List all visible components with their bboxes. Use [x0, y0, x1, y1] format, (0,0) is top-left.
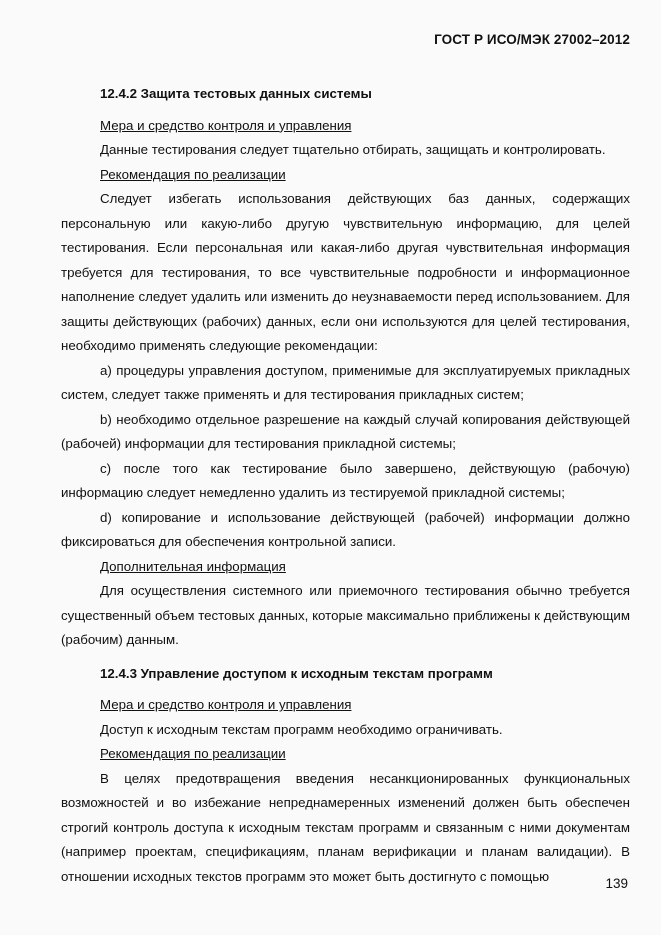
control-text: Доступ к исходным текстам программ необходимо ограничивать. — [100, 721, 503, 737]
section-heading: 12.4.2 Защита тестовых данных системы — [100, 86, 372, 101]
control-text: Данные тестирования следует тщательно отбирать, защищать и контролировать. — [100, 142, 606, 157]
additional-info-text: Для осуществления системного или приемочного тестирования обычно требуется существенный объем тестовых данных, которые максимально приближены к действующим (рабочим) данным. — [61, 583, 630, 647]
guidance-label: Рекомендация по реализации — [100, 746, 286, 761]
section-heading: 12.4.3 Управление доступом к исходным текстам программ — [100, 665, 493, 681]
list-item: b) необходимо отдельное разрешение на каждый случай копирования действующей (рабочей) информации для тестирования прикладной системы; — [61, 411, 630, 451]
control-label: Мера и средство контроля и управления — [100, 117, 352, 133]
control-label: Мера и средство контроля и управления — [100, 697, 352, 712]
page-number: 139 — [605, 876, 628, 891]
list-item: d) копирование и использование действующей (рабочей) информации должно фиксироваться для обеспечения контрольной записи. — [61, 509, 630, 549]
list-item: a) процедуры управления доступом, применимые для эксплуатируемых прикладных систем, следует также применять и для тестирования прикладных систем; — [61, 362, 630, 402]
list-item: c) после того как тестирование было завершено, действующую (рабочую) информацию следует немедленно удалить из тестируемой прикладной системы; — [61, 460, 630, 500]
guidance-text: В целях предотвращения введения несанкционированных функциональных возможностей и во избежание непреднамеренных изменений должен быть обеспечен строгий контроль доступа к исходным текстам программ и связанным с ними документам (например проектам, спецификациям, планам верификации и планам валидации). В отношении исходных текстов программ это может быть достигнуто с помощью — [61, 770, 630, 884]
page-body — [61, 82, 630, 889]
guidance-text: Следует избегать использования действующих баз данных, содержащих персональную или какую-либо другую чувствительную информацию, для целей тестирования. Если персональная или какая-либо другая чувствительная информация требуется для тестирования, то все чувствительные подробности и информационное наполнение следует удалить или изменить до неузнаваемости перед использованием. Для защиты действующих (рабочих) данных, если они используются для целей тестирования, необходимо применять следующие рекомендации: — [61, 191, 630, 353]
guidance-label: Рекомендация по реализации — [100, 166, 286, 182]
document-header: ГОСТ Р ИСО/МЭК 27002–2012 — [434, 32, 630, 47]
additional-info-label: Дополнительная информация — [100, 558, 286, 574]
